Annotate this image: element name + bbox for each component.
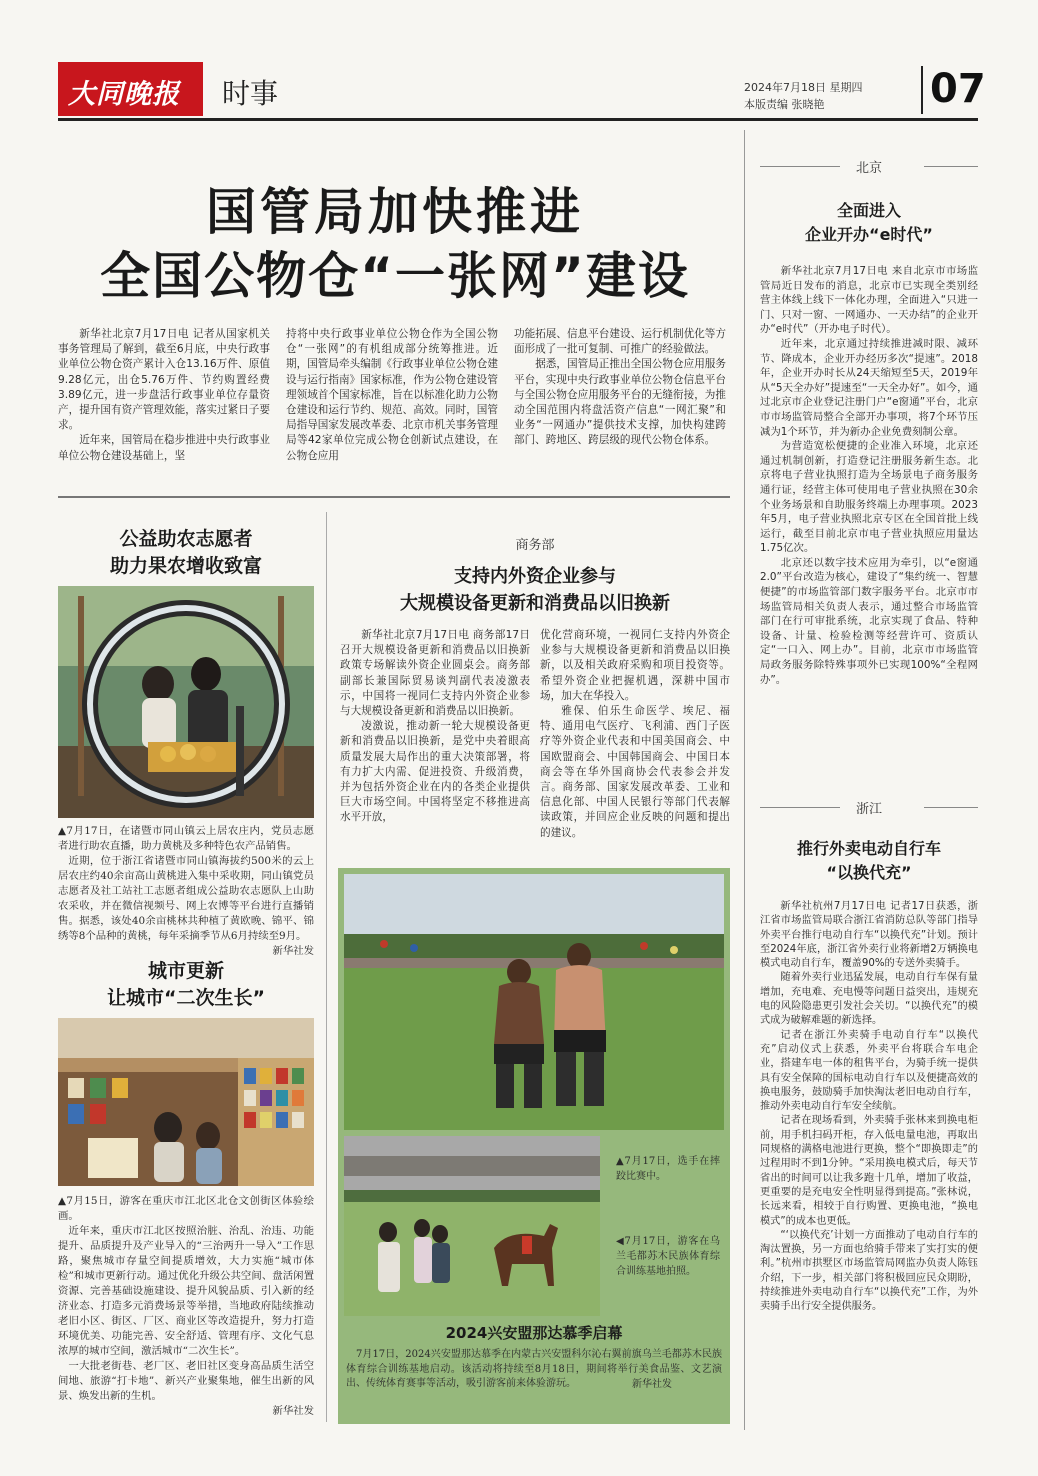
- zhejiang-section-tag: 浙江: [855, 802, 882, 817]
- story-urban-headline-2: 让城市“二次生长”: [107, 987, 265, 1009]
- page-number-divider: [921, 66, 923, 114]
- wrestling-caption: ▲7月17日，选手在摔跤比赛中。: [616, 1156, 720, 1182]
- story-farm-headline-1: 公益助农志愿者: [119, 528, 253, 550]
- naadam-text: 7月17日，2024兴安盟那达慕季在内蒙古兴安盟科尔沁右翼前旗乌兰毛都苏木民族体育综合训练基地启动。该活动将持续至8月18日，期间将举行美食品鉴、文艺演出、传统体育赛事等活动，吸引游客前来体验游玩。 新华社发: [346, 1348, 722, 1392]
- mofcom-headline-1: 支持内外资企业参与: [454, 566, 616, 587]
- beijing-headline-1: 全面进入: [836, 201, 901, 220]
- naadam-headline: 2024兴安盟那达慕季启幕: [445, 1324, 623, 1342]
- section-name: 时事: [222, 77, 279, 110]
- zhejiang-body: 新华社杭州7月17日电 记者17日获悉，浙江省市场监管局联合浙江省消防总队等部门指导外卖平台推行电动自行车“以换代充”计划。预计至2024年底，浙江省外卖行业将新增2万辆换电模式电动自行车，覆盖90%的专送外卖骑手。 随着外卖行业迅猛发展，电动自行车保有量增加，充电难、充电慢等问题日益突出，违规充电的风险隐患更引发社会关切。“以换代充”的模式成为破解难题的新选择。 记者在浙江外卖骑手电动自行车“以换代充”启动仪式上获悉，外卖平台将联合车电企业，搭建车电一体的租售平台，为骑手统一提供具有安全保障的国标电动自行车以及便捷高效的换电服务，鼓励骑手加快淘汰老旧电动自行车，推动外卖电动自行车安全续航。 记者在现场看到，外卖骑手张林来到换电柜前，用手机扫码开柜，存入低电量电池，再取出同规格的满格电池进行更换，整个“即换即走”的过程用时不到1分钟。“采用换电模式后，每天节省出的时间可以让我多跑十几单，增加了收益，更重要的是充电安全性明显得到提高。”张林说，长远来看，相较于自行购置、更换电池，“换电模式”的成本也更低。 “‘以换代充’计划一方面推动了电动自行车的淘汰置换，另一方面也给骑手带来了实打实的便利。”杭州市拱墅区市场监管局网监办负责人陈钰介绍，下一步，相关部门将积极回应民众期盼，持续推进外卖电动自行车“以换代充”工作，为外卖骑手出行安全提供服务。: [760, 901, 978, 1313]
- naadam-feature-box: [338, 868, 730, 1424]
- lead-headline-line1: 国管局加快推进: [206, 183, 584, 241]
- wrestling-photo: [344, 874, 724, 1130]
- page-number: 07: [930, 66, 986, 112]
- beijing-headline-2: 企业开办“e时代”: [805, 225, 933, 244]
- masthead-logo: [58, 62, 203, 116]
- bookstore-photo: [58, 1018, 314, 1186]
- story-farm-credit: 新华社发: [272, 945, 314, 957]
- column-divider-left: [326, 512, 327, 1422]
- issue-date: 2024年7月18日 星期四: [744, 81, 863, 94]
- mofcom-section-tag: 商务部: [515, 538, 555, 553]
- story-urban-headline-1: 城市更新: [147, 960, 224, 982]
- lead-column-2: 持将中央行政事业单位公物仓作为全国公物仓“一张网”的有机组成部分统筹推进。近期，国管局牵头编制《行政事业单位公物仓建设与运行指南》国家标准，作为公物仓建设管理领域首个国家标准，旨在以标准化助力公物仓建设和运行节约、规范、高效。同时，国管局指导国家发展改革委、北京市机关事务管理局等42家单位完成公物仓创新试点建设，在公物仓应用: [286, 328, 498, 462]
- mofcom-column-1: 新华社北京7月17日电 商务部17日召开大规模设备更新和消费品以旧换新政策专场解读外资企业圆桌会。商务部副部长兼国际贸易谈判副代表凌激表示，中国将一视同仁支持内外资企业参与大规模设备更新和消费品以旧换新。 凌激说，推动新一轮大规模设备更新和消费品以旧换新，是党中央着眼高质量发展大局作出的重大决策部署，将有力扩大内需、促进投资、升级消费，并为包括外资企业在内的各类企业提供巨大市场空间。中国将坚定不移推进高水平开放，: [340, 629, 530, 824]
- column-divider-right: [744, 130, 745, 1430]
- zhejiang-headline-2: “以换代充”: [826, 863, 912, 882]
- page-editor: 本版责编 张晓艳: [744, 98, 825, 111]
- beijing-section-tag: 北京: [855, 161, 882, 176]
- logo-text: 大同晚报: [68, 79, 180, 110]
- lead-bottom-rule: [58, 496, 730, 498]
- naadam-credit: 新华社发: [632, 1378, 672, 1390]
- story-farm-caption: ▲7月17日，在诸暨市同山镇云上居农庄内，党员志愿者进行助农直播，助力黄桃及多种特色农产品销售。 近期，位于浙江省诸暨市同山镇海拔约500米的云上居农庄约40余亩高山黄桃进入集中采收期，同山镇党员志愿者及社工站社工志愿者组成公益助农志愿队上山助农采收，并在微信视频号、网上农博等平台进行直播销售。据悉，该处40余亩桃林共种植了黄欧晚、锦平、锦绣等8个品种的黄桃，每年采摘季节从6月持续至9月。 新华社发: [58, 825, 314, 957]
- story-urban-caption: ▲7月15日，游客在重庆市江北区北仓文创街区体验绘画。 近年来，重庆市江北区按照治脏、治乱、治违、功能提升、品质提升及产业导入的“三治两升一导入”工作思路，聚焦城市存量空间提质增效，大力实施“城市体检”和城市更新行动。通过优化升级公共空间、盘活闲置资源、完善基础设施建设、提升风貌品质、引入新的经济业态、打造多元消费场景等举措，当地政府陆续推动老旧小区、街区、厂区、商业区等改造提升，努力打造环境优美、功能完善、安全舒适、管理有序、文化气息浓厚的城市空间，激活城市“二次生长”。 一大批老街巷、老厂区、老旧社区变身高品质生活空间地、旅游“打卡地”、新兴产业聚集地，催生出新的风景、焕发出新的生机。 新华社发: [58, 1195, 314, 1417]
- mofcom-headline-2: 大规模设备更新和消费品以旧换新: [400, 593, 670, 614]
- story-urban-credit: 新华社发: [272, 1405, 314, 1417]
- header-rule: [58, 118, 978, 121]
- zhejiang-headline-1: 推行外卖电动自行车: [796, 839, 941, 858]
- mofcom-column-2: 优化营商环境，一视同仁支持内外资企业参与大规模设备更新和消费品以旧换新，以及相关政府采购和项目投资等。希望外资企业把握机遇，深耕中国市场，加大在华投入。 雅保、伯乐生命医学、埃尼、福特、通用电气医疗、飞利浦、西门子医疗等外资企业代表和中国美国商会、中国欧盟商会、中国韩国商会、中国日本商会等在华外国商协会代表参会并发言。商务部、国家发展改革委、工业和信息化部、中国人民银行等部门代表解读政策，并回应企业反映的问题和提出的建议。: [540, 629, 730, 839]
- lead-column-1: 新华社北京7月17日电 记者从国家机关事务管理局了解到，截至6月底，中央行政事业单位公物仓资产累计入仓13.16万件、原值9.28亿元，出仓5.76万件、节约购置经费3.89亿元，进一步盘活行政事业单位存量资产，提升国有资产管理效能，落实过紧日子要求。 近年来，国管局在稳步推进中央行政事业单位公物仓建设基础上，坚: [58, 328, 270, 462]
- horse-photo: [344, 1136, 600, 1316]
- livestream-photo: [58, 586, 314, 818]
- lead-column-3: 功能拓展、信息平台建设、运行机制优化等方面形成了一批可复制、可推广的经验做法。 据悉，国管局正推出全国公物仓应用服务平台，实现中央行政事业单位公物仓信息平台与全国公物仓应用服务平台的无缝衔接，为推动全国范围内将盘活资产信息“一网汇聚”和业务“一网通办”提供技术支撑，加快构建跨部门、跨地区、跨层级的现代公物仓体系。: [514, 328, 726, 447]
- beijing-body: 新华社北京7月17日电 来自北京市市场监管局近日发布的消息，北京市已实现全类别经营主体线上线下一体化办理，全面进入“只进一门、只对一窗、一网通办、一天办结”的企业开办“e时代”（开办电子时代）。 近年来，北京通过持续推进减时限、减环节、降成本，企业开办经历多次“提速”。2018年，企业开办时长从24天缩短至5天，2019年从“5天全办好”提速至“一天全办好”。如今，通过北京市企业登记注册门户“e窗通”平台，北京市市场监管局整合全部开办事项，将7个环节压减为1个环节，并为新办企业免费刻制公章。 为营造宽松便捷的企业准入环境，北京还通过机制创新，打造登记注册服务新生态。北京将电子营业执照打造为全场景电子商务服务通行证，经营主体可使用电子营业执照在30余个业务场景和自助服务终端上办理事项。2023年5月，电子营业执照北京专区在全国首批上线运行，截至目前北京市电子营业执照应用量达1.75亿次。 北京还以数字技术应用为牵引，以“e窗通2.0”平台改造为核心，建设了“集约统一、智慧便捷”的市场监管部门数字服务平台。北京市市场监管局相关负责人表示，通过整合市场监管部门在行可审批系统，北京实现了食品、特种设备、计量、检验检测等经营许可、资质认定“一口入、网上办”。目前，北京市市场监管局政务服务除特殊事项外已实现100%“全程网办”。: [760, 265, 978, 686]
- story-farm-headline-2: 助力果农增收致富: [109, 555, 262, 577]
- horse-caption: ◀7月17日，游客在乌兰毛都苏木民族体育综合训练基地拍照。: [616, 1236, 720, 1277]
- lead-headline-line2: 全国公物仓“一张网”建设: [100, 247, 690, 305]
